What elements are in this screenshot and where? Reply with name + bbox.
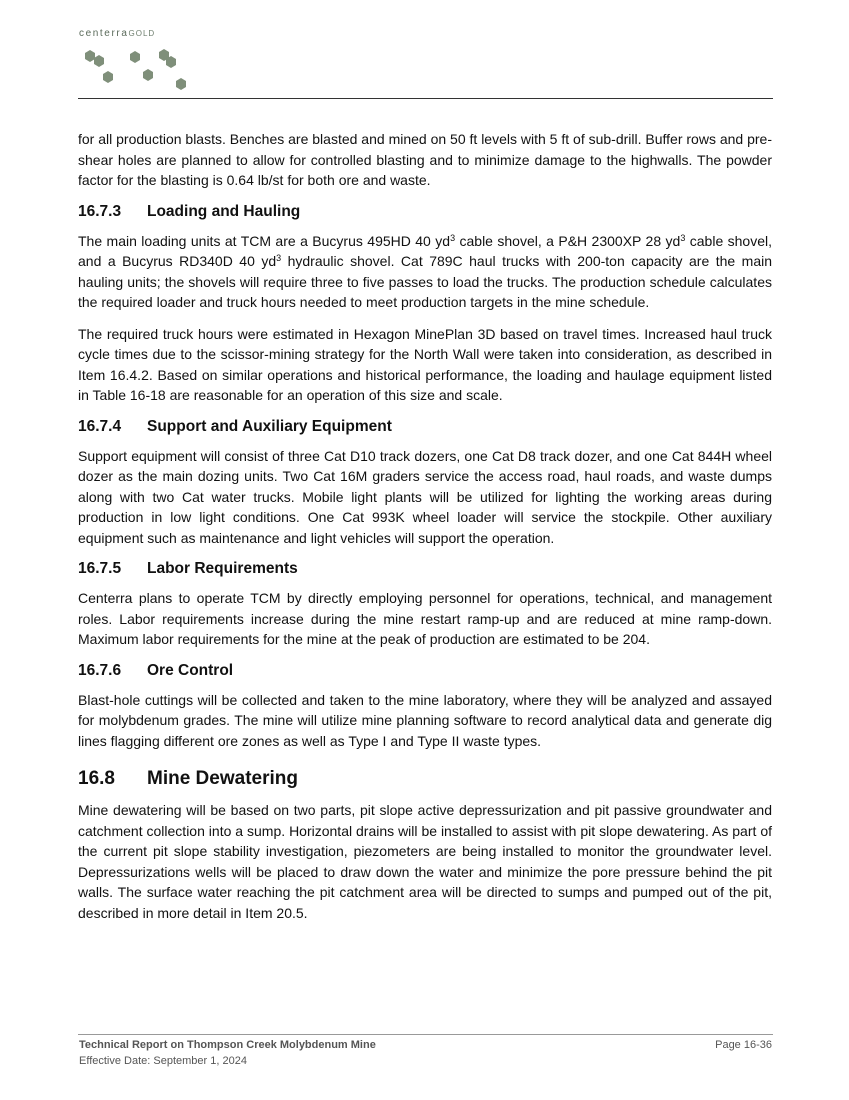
superscript: 3 bbox=[450, 232, 456, 243]
company-logo bbox=[79, 28, 209, 96]
logo-wordmark bbox=[79, 28, 155, 39]
section-number: 16.7.6 bbox=[78, 661, 122, 679]
footer-report-title: Technical Report on Thompson Creek Molybdenum Mine bbox=[79, 1039, 376, 1051]
superscript: 3 bbox=[276, 253, 282, 263]
section-number: 16.7.5 bbox=[78, 560, 122, 577]
footer-divider bbox=[78, 1034, 773, 1035]
loading-paragraph-2: The required truck hours were estimated in Hexagon MinePlan 3D based on travel times. Increased haul truck cycle times due to the scissor-mining strategy for the North Wall were taken into consideration, as described in Item 16.4.2. Based on similar operations and historical performance, the loading and haulage equipment listed in Table 16-18 are reasonable for an operation of this size and scale. bbox=[78, 325, 772, 403]
heading-16-7-3 bbox=[78, 202, 772, 222]
ore-control-paragraph: Blast-hole cuttings will be collected and taken to the mine laboratory, where they will be analyzed and assayed for molybdenum grades. The mine will utilize mine planning software to record analytical data and generate dig lines flagging different ore zones as well as Type I and Type II waste types. bbox=[78, 691, 772, 749]
section-number: 16.7.4 bbox=[78, 417, 122, 435]
heading-16-8 bbox=[78, 767, 772, 791]
superscript: 3 bbox=[680, 232, 686, 243]
heading-16-7-6 bbox=[78, 661, 772, 681]
logo-suffix: GOLD bbox=[128, 29, 156, 38]
footer-page-number: Page 16-36 bbox=[715, 1039, 772, 1051]
section-title: Labor Requirements bbox=[147, 560, 298, 577]
labor-paragraph: Centerra plans to operate TCM by directly employing personnel for operations, technical, and management roles. Labor requirements increase during the mine restart ramp-up and are reduced at mine ramp-down. Maximum labor requirements for the mine at the peak of production are estimated to be 204. bbox=[78, 590, 772, 647]
hexagon-cluster-icon bbox=[79, 44, 199, 96]
text-run: cable shovel, a P&H 2300XP 28 yd bbox=[455, 232, 681, 249]
heading-16-7-5 bbox=[78, 559, 772, 579]
intro-paragraph: for all production blasts. Benches are blasted and mined on 50 ft levels with 5 ft of sub-drill. Buffer rows and pre-shear holes are planned to allow for controlled blasting and to minimize damage to the highwalls. The powder factor for the blasting is 0.64 lb/st for both ore and waste. bbox=[78, 131, 772, 188]
heading-16-7-4 bbox=[78, 417, 772, 437]
text-run: cable shovel, and a Bucyrus RD340D 40 yd bbox=[78, 232, 773, 269]
footer-effective-date: Effective Date: September 1, 2024 bbox=[79, 1055, 247, 1067]
document-body bbox=[78, 129, 772, 934]
text-run: hydraulic shovel. Cat 789C haul trucks with 200-ton capacity are the main hauling units; the shovels will require three to five passes to load the trucks. The production schedule calculates the required loader and truck hours needed to meet production targets in the mine schedule. bbox=[78, 253, 773, 310]
loading-paragraph-1 bbox=[78, 231, 772, 313]
section-title: Support and Auxiliary Equipment bbox=[147, 417, 392, 435]
text-run: The main loading units at TCM are a Bucyrus 495HD 40 yd bbox=[78, 232, 451, 249]
support-paragraph: Support equipment will consist of three Cat D10 track dozers, one Cat D8 track dozer, and one Cat 844H wheel dozer as the main dozing units. Two Cat 16M graders service the access road, haul roads, and waste dumps along with two Cat water trucks. Mobile light plants will be utilized for lighting the working areas during production in low light conditions. One Cat 993K wheel loader will service the stockpile. Other auxiliary equipment such as maintenance and light vehicles will support the operation. bbox=[78, 447, 772, 546]
logo-word: centerra bbox=[79, 28, 129, 39]
section-title: Mine Dewatering bbox=[147, 768, 298, 789]
section-number: 16.7.3 bbox=[78, 202, 122, 220]
section-number: 16.8 bbox=[78, 768, 115, 789]
header-divider bbox=[78, 98, 773, 99]
dewatering-paragraph: Mine dewatering will be based on two parts, pit slope active depressurization and pit passive groundwater and catchment collection into a sump. Horizontal drains will be installed to assist with pit slope dewatering. As part of the current pit slope stability investigation, piezometers are being installed to monitor the groundwater level. Depressurizations wells will be placed to draw down the water and minimize the pore pressure behind the pit walls. The surface water reaching the pit catchment area will be directed to sumps and pumped out of the pit, described in more detail in Item 20.5. bbox=[78, 802, 772, 921]
section-title: Loading and Hauling bbox=[147, 202, 301, 220]
section-title: Ore Control bbox=[147, 661, 234, 679]
